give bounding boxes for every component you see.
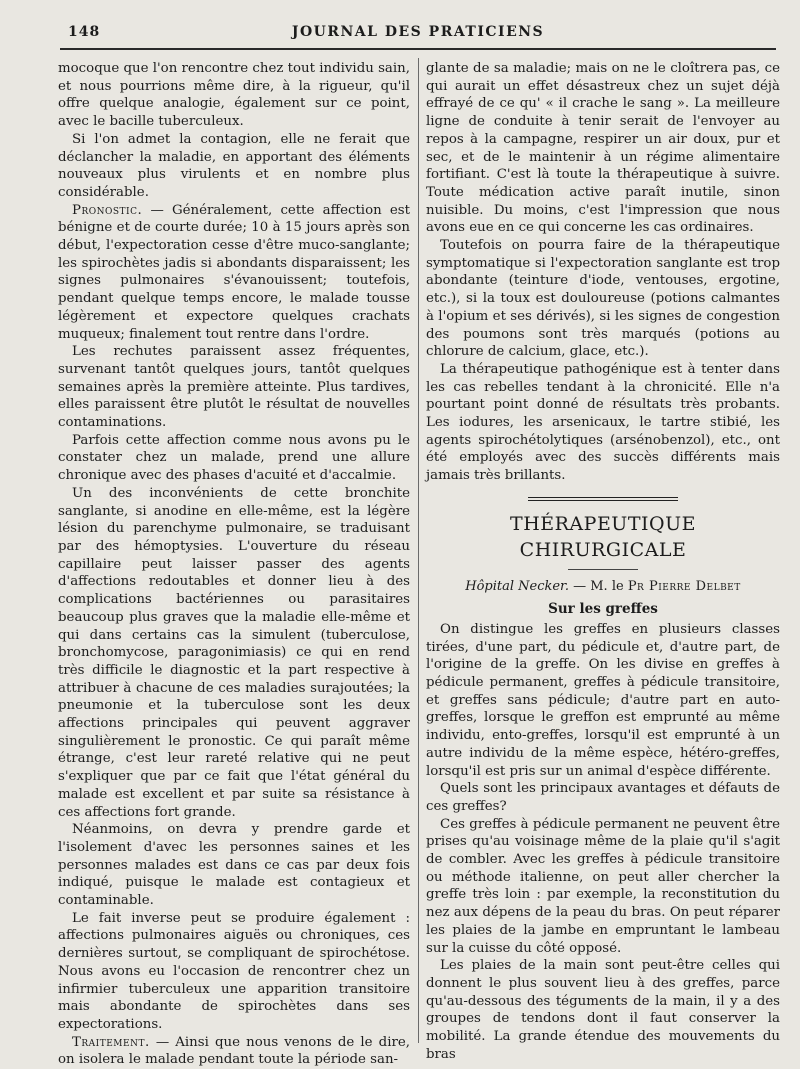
running-title: JOURNAL DES PRATICIENS <box>291 24 545 40</box>
paragraph: Les rechutes paraissent assez fréquentes, survenant tantôt quelques jours, tantôt quelques semaines après la première atteinte. Plus tardives, elles paraissent être plutôt le résultat de nouvelles contaminations. <box>58 344 410 431</box>
paragraph-pronostic <box>58 202 410 344</box>
paragraph: Le fait inverse peut se produire également : affections pulmonaires aiguës ou chroniques, ces dernières surtout, se compliquant de spirochétose. Nous avons eu l'occasion de rencontrer chez un infirmier tuberculeux une apparition transitoire mais abondante de spirochètes dans ses expectorations. <box>58 910 410 1032</box>
column-divider <box>418 58 419 1043</box>
paragraph: On distingue les greffes en plusieurs classes tirées, d'une part, du pédicule et, d'autre part, de l'origine de la greffe. On les divise en greffes à pédicule permanent, greffes à pédicule transitoire, et greffes sans pédicule; d'autre part en auto-greffes, lorsque le greffon est emprunté au même individu, ento-greffes, lorsqu'il est emprunté à un autre individu de la même espèce, hétéro-greffes, lorsqu'il est pris sur un animal d'espèce différente. <box>426 621 780 779</box>
paragraph-body: — Généralement, cette affection est bénigne et de courte durée; 10 à 15 jours après son début, l'expectoration cesse d'être muco-sanglante; les spirochètes jadis si abondants disparaissent; les signes pulmonaires s'évanouissent; toutefois, pendant quelque temps encore, le malade tousse légèrement et expectore quelques crachats muqueux; finalement tout rentre dans l'ordre. <box>58 202 410 342</box>
paragraph: glante de sa maladie; mais on ne le cloîtrera pas, ce qui aurait un effet désastreux chez un sujet déjà effrayé de ce qu' « il crache le sang ». La meilleure ligne de conduite à tenir serait de l'envoyer au repos à la campagne, respirer un air doux, pur et sec, et de le maintenir à un régime alimentaire fortifiant. C'est là toute la thérapeutique à suivre. Toute médication active paraît inutile, sinon nuisible. Du moins, c'est l'impression que nous avons eue en ce qui concerne les cas ordinaires. <box>426 61 780 236</box>
left-column <box>58 60 410 1069</box>
byline-hospital: Hôpital Necker. <box>465 578 569 594</box>
paragraph: Toutefois on pourra faire de la thérapeutique symptomatique si l'expectoration sanglante est trop abondante (teinture d'iode, ventouses, ergotine, etc.), si la toux est douloureuse (potions calmantes à l'opium et ses dérivés), si les signes de congestion des poumons sont très marqués (potions au chlorure de calcium, glace, etc.). <box>426 238 780 360</box>
article-subtitle: Sur les greffes <box>548 600 658 617</box>
page-number: 148 <box>68 24 101 40</box>
paragraph: La thérapeutique pathogénique est à tenter dans les cas rebelles tendant à la chronicité. Elle n'a pourtant point donné de résultats très probants. Les iodures, les arsenicaux, le tartre stibié, les agents spirochétolytiques (arsénobenzol), etc., ont été employés avec des succès différents mais jamais très brillants. <box>426 361 780 484</box>
right-column <box>426 60 780 1063</box>
title-rule <box>568 569 638 570</box>
paragraph-traitement <box>58 1034 410 1069</box>
paragraph: Les plaies de la main sont peut-être celles qui donnent le plus souvent lieu à des greffes, parce qu'au-dessous des téguments de la main, il y a des groupes de tendons dont il faut conserver la mobilité. La grande étendue des mouvements du bras <box>426 958 780 1062</box>
paragraph: Si l'on admet la contagion, elle ne ferait que déclancher la maladie, en apportant des éléments nouveaux plus virulents et en nombre plus considérable. <box>58 131 410 200</box>
paragraph: Quels sont les principaux avantages et défauts de ces greffes? <box>426 781 780 814</box>
paragraph-body: — Ainsi que nous venons de le dire, on isolera le malade pendant toute la période san- <box>58 1034 410 1068</box>
paragraph: mocoque que l'on rencontre chez tout individu sain, et nous pourrions même dire, à la rigueur, qu'il offre quelque analogie, également sur ce point, avec le bacille tuberculeux. <box>58 61 410 130</box>
paragraph-lead: Pronostic. <box>72 202 143 218</box>
section-title: THÉRAPEUTIQUE CHIRURGICALE <box>510 512 696 561</box>
section-divider <box>528 497 678 501</box>
byline-separator: — M. le <box>568 578 628 594</box>
paragraph: Néanmoins, on devra y prendre garde et l'isolement d'avec les personnes saines et les personnes malades est dans ce cas par deux fois indiqué, puisque le malade est contagieux et contaminable. <box>58 822 410 909</box>
paragraph: Parfois cette affection comme nous avons pu le constater chez un malade, prend une allure chronique avec des phases d'acuité et d'accalmie. <box>58 432 410 484</box>
paragraph-lead: Traitement. <box>72 1034 150 1050</box>
page-header <box>60 18 776 50</box>
paragraph: Ces greffes à pédicule permanent ne peuvent être prises qu'au voisinage même de la plaie qu'il s'agit de combler. Avec les greffes à pédicule transitoire ou méthode italienne, on peut aller chercher la greffe très loin : par exemple, la reconstitution du nez aux dépens de la peau du bras. On peut réparer les plaies de la jambe en empruntant le lambeau sur la cuisse du côté opposé. <box>426 816 780 956</box>
byline-professor: Pr Pierre Delbet <box>627 578 741 594</box>
byline <box>426 578 780 596</box>
paragraph: Un des inconvénients de cette bronchite sanglante, si anodine en elle-même, est la légère lésion du parenchyme pulmonaire, se traduisant par des hémoptysies. L'ouverture du réseau capillaire peut laisser passer des agents d'affections redoutables et donner lieu à des complications bactériennes ou parasitaires beaucoup plus graves que la maladie elle-même et qui dans certains cas la simulent (tuberculose, bronchomycose, paragonimiasis) ce qui en rend très difficile le diagnostic et la part respective à attribuer à chacune de ces maladies surajoutées; la pneumonie et la tuberculose sont les deux affections principales qui peuvent aggraver singulièrement le pronostic. Ce qui paraît même étrange, c'est leur rareté relative qui ne peut s'expliquer que par ce fait que l'état général du malade est excellent et par suite sa résistance à ces affections fort grande. <box>58 485 410 820</box>
